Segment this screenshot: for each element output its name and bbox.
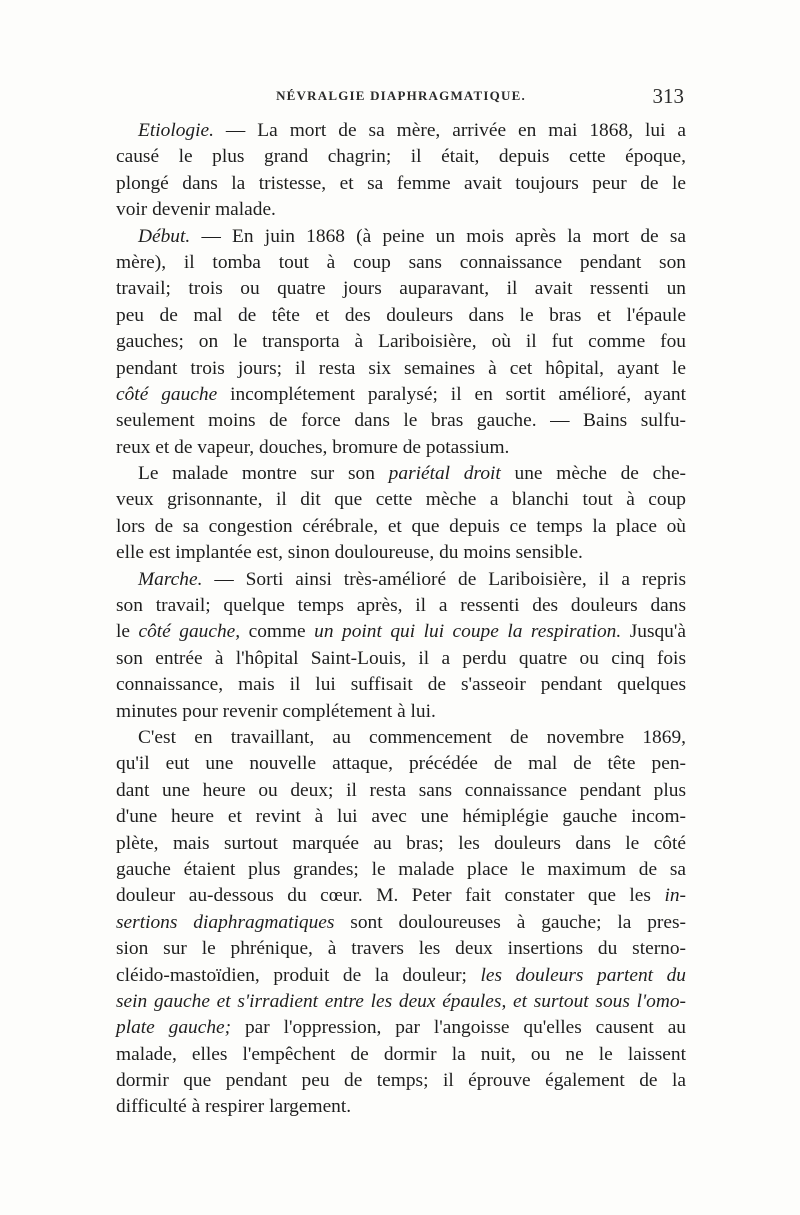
text-line <box>116 487 686 513</box>
text-line <box>116 567 686 593</box>
text-line <box>116 989 686 1015</box>
italic-text: sein gauche et s'irradient entre les deux épaules <box>116 990 502 1012</box>
text-run: minutes pour revenir complétement à lui. <box>116 700 436 722</box>
text-run: comme <box>240 621 315 643</box>
body-text <box>116 118 686 1121</box>
italic-text: côté gauche, <box>138 621 241 643</box>
text-line <box>116 408 686 434</box>
text-line <box>116 672 686 698</box>
text-line <box>116 883 686 909</box>
text-run: sont douloureuses à gauche; la pres- <box>334 911 686 933</box>
text-line <box>116 118 686 144</box>
paragraph <box>116 461 686 567</box>
text-run: — En juin 1868 (à peine un mois après la mort de sa <box>190 225 686 247</box>
text-line <box>116 646 686 672</box>
italic-text: in- <box>664 885 686 907</box>
text-line <box>116 276 686 302</box>
text-run: Jusqu'à <box>621 621 686 643</box>
text-run: causé le plus grand chagrin; il était, depuis cette époque, <box>116 146 686 168</box>
text-run: reux et de vapeur, douches, bromure de potassium. <box>116 436 510 458</box>
text-run: elle est implantée est, sinon douloureuse, du moins sensible. <box>116 542 583 564</box>
text-line <box>116 804 686 830</box>
text-run: gauche étaient plus grandes; le malade place le maximum de sa <box>116 858 686 880</box>
page-number: 313 <box>652 84 684 108</box>
text-line <box>116 1042 686 1068</box>
text-line <box>116 1068 686 1094</box>
text-run: une mèche de che- <box>500 463 687 485</box>
text-line <box>116 514 686 540</box>
running-title: NÉVRALGIE DIAPHRAGMATIQUE. <box>276 88 526 103</box>
text-run: mère), il tomba tout à coup sans connaissance pendant son <box>116 251 686 273</box>
text-line <box>116 540 686 566</box>
italic-text: les douleurs partent du <box>480 964 686 986</box>
text-line <box>116 435 686 461</box>
paragraph <box>116 725 686 1121</box>
text-line <box>116 250 686 276</box>
text-run: qu'il eut une nouvelle attaque, précédée de mal de tête pen- <box>116 753 686 775</box>
text-run: Le malade montre sur son <box>138 463 389 485</box>
italic-text: sertions diaphragmatiques <box>116 911 335 933</box>
text-line <box>116 382 686 408</box>
paragraph <box>116 567 686 725</box>
italic-text: plate gauche; <box>116 1017 232 1039</box>
text-line <box>116 461 686 487</box>
text-line <box>116 329 686 355</box>
text-line <box>116 725 686 751</box>
running-head <box>118 84 684 116</box>
text-run: peu de mal de tête et des douleurs dans le bras et l'épaule <box>116 304 686 326</box>
text-line <box>116 936 686 962</box>
text-run: difficulté à respirer largement. <box>116 1096 352 1118</box>
text-run: voir devenir malade. <box>116 199 276 221</box>
italic-text: côté gauche <box>116 383 218 405</box>
text-line <box>116 1015 686 1041</box>
text-run: plète, mais surtout marquée au bras; les douleurs dans le côté <box>116 832 686 854</box>
text-run: son entrée à l'hôpital Saint-Louis, il a perdu quatre ou cinq fois <box>116 647 686 669</box>
text-line <box>116 699 686 725</box>
text-line <box>116 144 686 170</box>
text-run: d'une heure et revint à lui avec une hémiplégie gauche incom- <box>116 806 686 828</box>
text-run: sion sur le phrénique, à travers les deux insertions du sterno- <box>116 938 686 960</box>
text-line <box>116 857 686 883</box>
italic-text: un point qui lui coupe la respiration. <box>314 621 622 643</box>
text-run: douleur au-dessous du cœur. M. Peter fait constater que les <box>116 885 665 907</box>
text-run: dormir que pendant peu de temps; il éprouve également de la <box>116 1070 686 1092</box>
text-line <box>116 197 686 223</box>
text-line <box>116 356 686 382</box>
text-line <box>116 910 686 936</box>
text-run: — La mort de sa mère, arrivée en mai 1868, lui a <box>213 120 686 141</box>
text-run: connaissance, mais il lui suffisait de s'asseoir pendant quelques <box>116 674 686 696</box>
italic-text: Début. <box>138 225 191 247</box>
text-run: dant une heure ou deux; il resta sans connaissance pendant plus <box>116 779 686 801</box>
text-line <box>116 1094 686 1120</box>
text-line <box>116 963 686 989</box>
text-run: lors de sa congestion cérébrale, et que depuis ce temps la place où <box>116 515 686 537</box>
text-run: seulement moins de force dans le bras gauche. — Bains sulfu- <box>116 410 686 432</box>
italic-text: Etiologie. <box>138 120 214 141</box>
text-line <box>116 751 686 777</box>
text-run: par l'oppression, par l'angoisse qu'elles causent au <box>231 1017 686 1039</box>
text-line <box>116 171 686 197</box>
text-run: son travail; quelque temps après, il a ressenti des douleurs dans <box>116 595 686 617</box>
text-line <box>116 224 686 250</box>
text-line <box>116 619 686 645</box>
text-line <box>116 303 686 329</box>
text-run: malade, elles l'empêchent de dormir la nuit, ou ne le laissent <box>116 1043 686 1065</box>
text-run: veux grisonnante, il dit que cette mèche a blanchi tout à coup <box>116 489 686 511</box>
text-run: gauches; on le transporta à Lariboisière, où il fut comme fou <box>116 331 686 353</box>
italic-text: Marche. <box>138 568 203 590</box>
text-run: , <box>501 990 514 1012</box>
italic-text: et surtout sous l'omo- <box>513 990 687 1012</box>
text-run: cléido-mastoïdien, produit de la douleur; <box>116 964 481 986</box>
text-run: C'est en travaillant, au commencement de novembre 1869, <box>138 726 686 748</box>
text-run: pendant trois jours; il resta six semaines à cet hôpital, ayant le <box>116 357 686 379</box>
text-line <box>116 778 686 804</box>
text-run: le <box>116 621 139 643</box>
paragraph <box>116 224 686 462</box>
italic-text: pariétal droit <box>388 463 501 485</box>
text-line <box>116 593 686 619</box>
paragraph <box>116 118 686 224</box>
text-run: — Sorti ainsi très-amélioré de Lariboisière, il a repris <box>202 568 686 590</box>
text-run: incomplétement paralysé; il en sortit amélioré, ayant <box>217 383 687 405</box>
text-run: plongé dans la tristesse, et sa femme avait toujours peur de le <box>116 172 686 194</box>
text-line <box>116 831 686 857</box>
text-run: travail; trois ou quatre jours auparavant, il avait ressenti un <box>116 278 686 300</box>
